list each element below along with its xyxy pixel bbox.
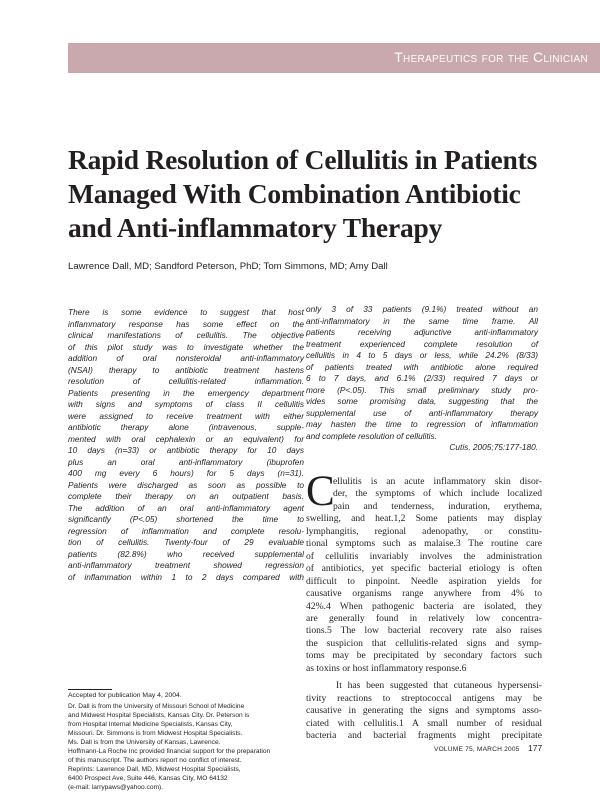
section-header-band	[68, 43, 600, 73]
abstract-line: and complete resolution of cellulitis.	[306, 430, 437, 441]
body-line: der, the symptoms of which include localized	[333, 488, 542, 500]
abstract-line: may hasten the time to regression of inflammation	[306, 419, 538, 429]
abstract-line: addition of oral nonsteroidal anti-inflammatory	[68, 353, 304, 363]
abstract-line: vides some promising data, suggesting that the	[306, 396, 538, 406]
abstract-line: mented with oral cephalexin or an equivalent) for	[68, 433, 304, 444]
footnote-line: of this manuscript. The authors report no conflict of interest.	[68, 757, 242, 764]
footnote-line: Missouri. Dr. Simmons is from Midwest Hospital Specialists.	[68, 730, 243, 737]
accepted-date: Accepted for publication May 4, 2004.	[68, 692, 182, 699]
citation: Cutis. 2005;75:177-180.	[449, 442, 538, 452]
abstract-line: 6 to 7 days, and 6.1% (2/33) required 7 days or	[306, 373, 538, 383]
title-line: Managed With Combination Antibiotic	[68, 178, 521, 209]
footnote-line: Ms. Dall is from the University of Kansas, Lawrence.	[68, 739, 221, 746]
body-line: pain and tenderness, induration, erythema,	[333, 500, 542, 512]
abstract-line: Patients were discharged as soon as possible to	[68, 479, 304, 490]
body-line: ciated with cellulitis.1 A small number of residual	[306, 717, 542, 729]
abstract-line: with signs and symptoms of class II cellulitis	[68, 399, 304, 409]
body-line: 42%.4 When pathogenic bacteria are isolated, they	[306, 600, 542, 612]
body-line: causative in generating the signs and symptoms asso-	[306, 705, 542, 717]
body-line: lymphangitis, regional adenopathy, or constitu-	[306, 525, 542, 537]
footnote-line: Reprints: Lawrence Dall, MD, Midwest Hospital Specialists,	[68, 766, 241, 773]
body-line: the suspicion that cellulitis-related signs and symp-	[306, 637, 542, 649]
abstract-line: plus an oral anti-inflammatory (ibuprofen	[68, 456, 304, 467]
author-list: Lawrence Dall, MD; Sandford Peterson, PhD; Tom Simmons, MD; Amy Dall	[68, 261, 388, 272]
section-title: Therapeutics for the Clinician	[394, 49, 588, 65]
body-line: of cellulitis invariably involves the administration	[306, 550, 542, 562]
abstract-line: patients receiving adjunctive anti-inflammatory	[306, 327, 538, 337]
abstract-line: The addition of an oral anti-inflammatory agent	[68, 502, 304, 513]
abstract-line: 10 days (n=33) or antibiotic therapy for 10 days	[68, 445, 304, 455]
body-line: It has been suggested that cutaneous hypersensi-	[336, 680, 542, 692]
footnote-line: and Midwest Hospital Specialists, Kansas City. Dr. Peterson is	[68, 712, 250, 719]
abstract-line: complete their therapy on an outpatient basis.	[68, 491, 304, 501]
footnote-divider	[68, 689, 112, 690]
body-line: difficult to pinpoint. Needle aspiration yields for	[306, 575, 542, 587]
footnote-line: Hoffmann-La Roche Inc provided financial support for the preparation	[68, 748, 271, 755]
footnote-line: from Hospital Internal Medicine Specialists, Kansas City,	[68, 721, 233, 728]
body-text-column	[306, 476, 542, 743]
abstract-left-column	[68, 307, 304, 583]
abstract-line: 400 mg every 6 hours) for 5 days (n=31).	[68, 468, 304, 478]
title-line: Rapid Resolution of Cellulitis in Patients	[68, 144, 538, 175]
drop-cap: C	[306, 468, 335, 515]
footnotes	[68, 691, 304, 792]
abstract-right-column	[306, 304, 538, 454]
footnote-line: (e-mail: larrypaws@yahoo.com).	[68, 784, 164, 791]
body-line: tivity reactions to streptococcal antigens may be	[306, 692, 542, 704]
body-line: tions.5 The low bacterial recovery rate also raises	[306, 625, 542, 637]
abstract-line: regression of inflammation and complete resolu-	[68, 525, 304, 536]
abstract-line: There is some evidence to suggest that host	[68, 307, 304, 317]
page-footer	[434, 738, 542, 756]
abstract-line: inflammatory response has some effect on the	[68, 318, 304, 329]
body-line: swelling, and heat.1,2 Some patients may display	[306, 513, 542, 525]
abstract-line: of this pilot study was to investigate whether the	[68, 341, 304, 352]
title-line: and Anti-inflammatory Therapy	[68, 212, 443, 243]
footnote-line: 6400 Prospect Ave, Suite 446, Kansas City, MO 64132	[68, 775, 228, 782]
abstract-line: clinical manifestations of cellulitis. The objective	[68, 330, 304, 340]
abstract-line: of inflammation within 1 to 2 days compared with	[68, 571, 304, 582]
abstract-line: significantly (P<.05) shortened the time to	[68, 514, 304, 524]
abstract-line: antibiotic therapy alone (intravenous, supple-	[68, 422, 304, 432]
abstract-line: (NSAI) therapy to antibiotic treatment hastens	[68, 364, 304, 375]
abstract-line: tion of cellulitis. Twenty-four of 29 evaluable	[68, 537, 304, 547]
body-line: are generally found in relatively low concentra-	[306, 612, 542, 624]
footnote-line: Dr. Dall is from the University of Missouri School of Medicine	[68, 703, 245, 710]
abstract-line: were assigned to receive treatment with either	[68, 410, 304, 421]
article-title	[68, 143, 568, 245]
abstract-line: cellulitis in 4 to 5 days or less, while 24.2% (8/33)	[306, 350, 538, 360]
abstract-line: supplemental use of anti-inflammatory therapy	[306, 407, 538, 418]
abstract-line: Patients presenting in the emergency department	[68, 387, 304, 398]
body-line: bacteria and bacterial fragments might precipitate	[306, 730, 542, 742]
abstract-line: only 3 of 33 patients (9.1%) treated without an	[306, 304, 538, 314]
abstract-line: more (P<.05). This small preliminary study pro-	[306, 384, 538, 395]
abstract-line: anti-inflammatory treatment showed regression	[68, 560, 304, 570]
abstract-line: treatment experienced complete resolution of	[306, 338, 538, 349]
page-number: 177	[528, 743, 543, 753]
volume-info: VOLUME 75, MARCH 2005	[434, 746, 520, 753]
abstract-line: of patients treated with antibiotic alone required	[306, 361, 538, 372]
abstract-line: resolution of cellulitis-related inflammation.	[68, 376, 304, 386]
body-line: tional symptoms such as malaise.3 The routine care	[306, 538, 542, 550]
body-line: causative organisms range anywhere from 4% to	[306, 588, 542, 600]
abstract-line: anti-inflammatory in the same time frame. All	[306, 315, 538, 326]
abstract-line: patients (82.8%) who received supplemental	[68, 548, 304, 559]
body-line: as toxins or host inflammatory response.6	[306, 662, 467, 674]
body-line: ellulitis is an acute inflammatory skin disor-	[333, 476, 542, 487]
body-line: toms may be precipitated by secondary factors such	[306, 650, 542, 662]
body-line: of antibiotics, yet specific bacterial etiology is often	[306, 563, 542, 575]
